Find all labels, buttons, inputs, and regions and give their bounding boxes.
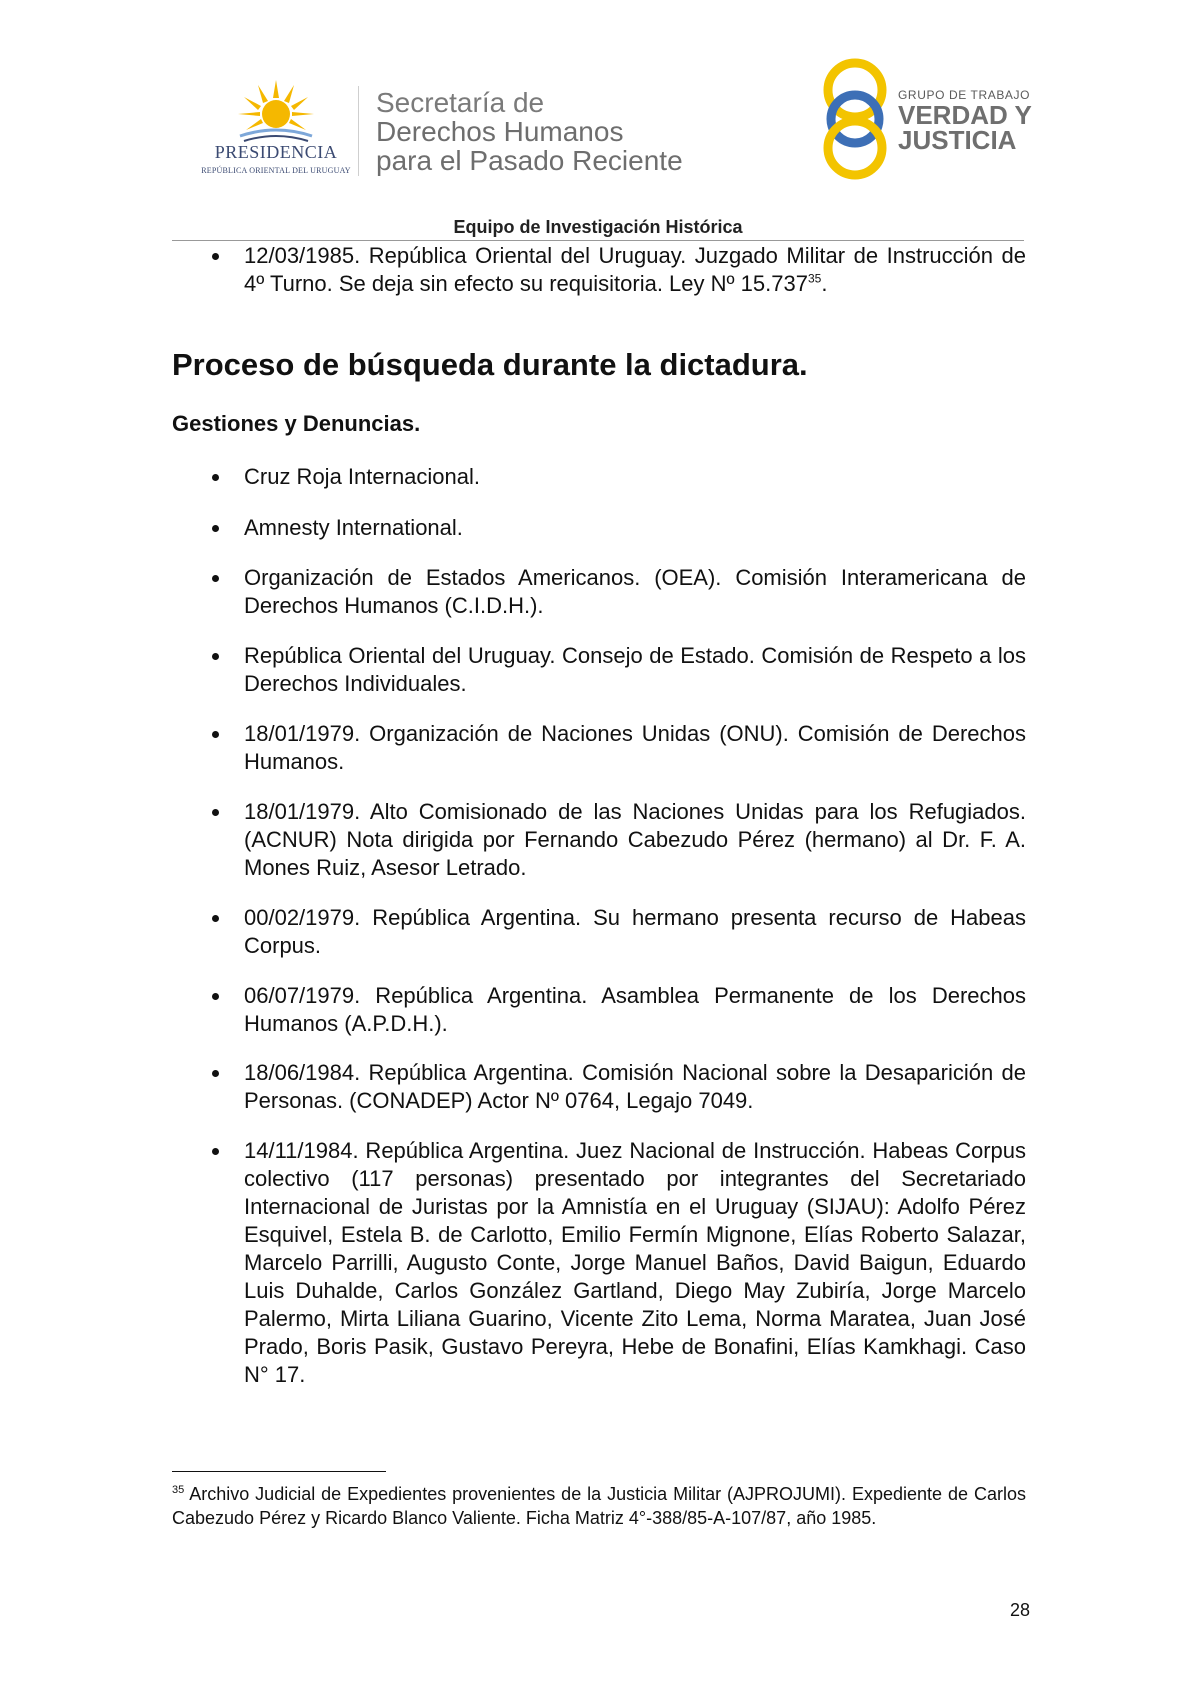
list-item: 00/02/1979. República Argentina. Su hermano presenta recurso de Habeas Corpus. [244,905,1026,958]
list-item-text: 12/03/1985. República Oriental del Uruguay. Juzgado Militar de Instrucción de 4º Turno. Se deja sin efecto su requisitoria. Ley Nº 15.737 [244,243,1026,296]
list-item: 06/07/1979. República Argentina. Asamblea Permanente de los Derechos Humanos (A.P.D.H.). [244,983,1026,1036]
running-header: Equipo de Investigación Histórica [453,217,743,237]
footnote [172,1482,1026,1530]
section-title: Proceso de búsqueda durante la dictadura. [172,347,808,382]
list-item: 18/01/1979. Organización de Naciones Unidas (ONU). Comisión de Derechos Humanos. [244,721,1026,774]
footnote-ref: 35 [807,271,822,286]
list-item: Cruz Roja Internacional. [244,463,1026,491]
presidencia-logo [196,80,356,180]
list-item: República Oriental del Uruguay. Consejo de Estado. Comisión de Respeto a los Derechos Individuales. [244,643,1026,696]
grupo-small-label: GRUPO DE TRABAJO [898,88,1031,102]
list-item: 18/01/1979. Alto Comisionado de las Naciones Unidas para los Refugiados. (ACNUR) Nota dirigida por Fernando Cabezudo Pérez (hermano) al Dr. F. A. Mones Ruiz, Asesor Letrado. [244,799,1026,880]
secretaria-line-2: Derechos Humanos [376,116,624,147]
header-rule [172,240,1024,241]
header-divider [358,86,359,176]
list-item: 14/11/1984. República Argentina. Juez Nacional de Instrucción. Habeas Corpus colectivo (117 personas) presentado por integrantes del Secretariado Internacional de Juristas por la Amnistía en el Uruguay (SIJAU): Adolfo Pérez Esquivel, Estela B. de Carlotto, Emilio Fermín Mignone, Elías Roberto Salazar, Marcelo Parrilli, Augusto Conte, Jorge Manuel Baños, David Baigun, Eduardo Luis Duhalde, Carlos González Gartland, Diego May Zubiría, Jorge Marcelo Palermo, Mirta Liliana Guarino, Vicente Zito Lema, Norma Maratea, Juan José Prado, Boris Pasik, Gustavo Pereyra, Hebe de Bonafini, Elías Kamkhagi. Caso N° 17. [244,1138,1026,1387]
footnote-rule [172,1471,386,1472]
grupo-big-line-1: VERDAD Y [898,100,1032,130]
footnote-number: 35 [172,1484,185,1496]
secretaria-line-1: Secretaría de [376,87,545,118]
grupo-trabajo-logo [820,56,1030,182]
list-item: 18/06/1984. República Argentina. Comisión Nacional sobre la Desaparición de Personas. (CONADEP) Actor Nº 0764, Legajo 7049. [244,1060,1026,1113]
secretaria-logo-text [376,88,683,175]
footnote-text: Archivo Judicial de Expedientes provenientes de la Justicia Militar (AJPROJUMI). Expediente de Carlos Cabezudo Pérez y Ricardo Blanco Valiente. Ficha Matriz 4°-388/85-A-107/87, año 1985. [172,1484,1026,1528]
sun-icon [238,80,314,142]
page-number: 28 [1009,1600,1030,1620]
grupo-big-label [898,100,1032,155]
grupo-big-line-2: JUSTICIA [898,125,1017,155]
list-item: Organización de Estados Americanos. (OEA). Comisión Interamericana de Derechos Humanos (C.I.D.H.). [244,565,1026,618]
rings-icon [820,56,890,182]
presidencia-label: PRESIDENCIA [214,142,338,162]
list-item [244,242,1026,298]
presidencia-sub: REPÚBLICA ORIENTAL DEL URUGUAY [201,166,351,175]
list-item: Amnesty International. [244,514,1026,542]
list-item-tail: . [821,271,828,296]
secretaria-line-3: para el Pasado Reciente [376,145,683,176]
subsection-title: Gestiones y Denuncias. [172,411,421,436]
